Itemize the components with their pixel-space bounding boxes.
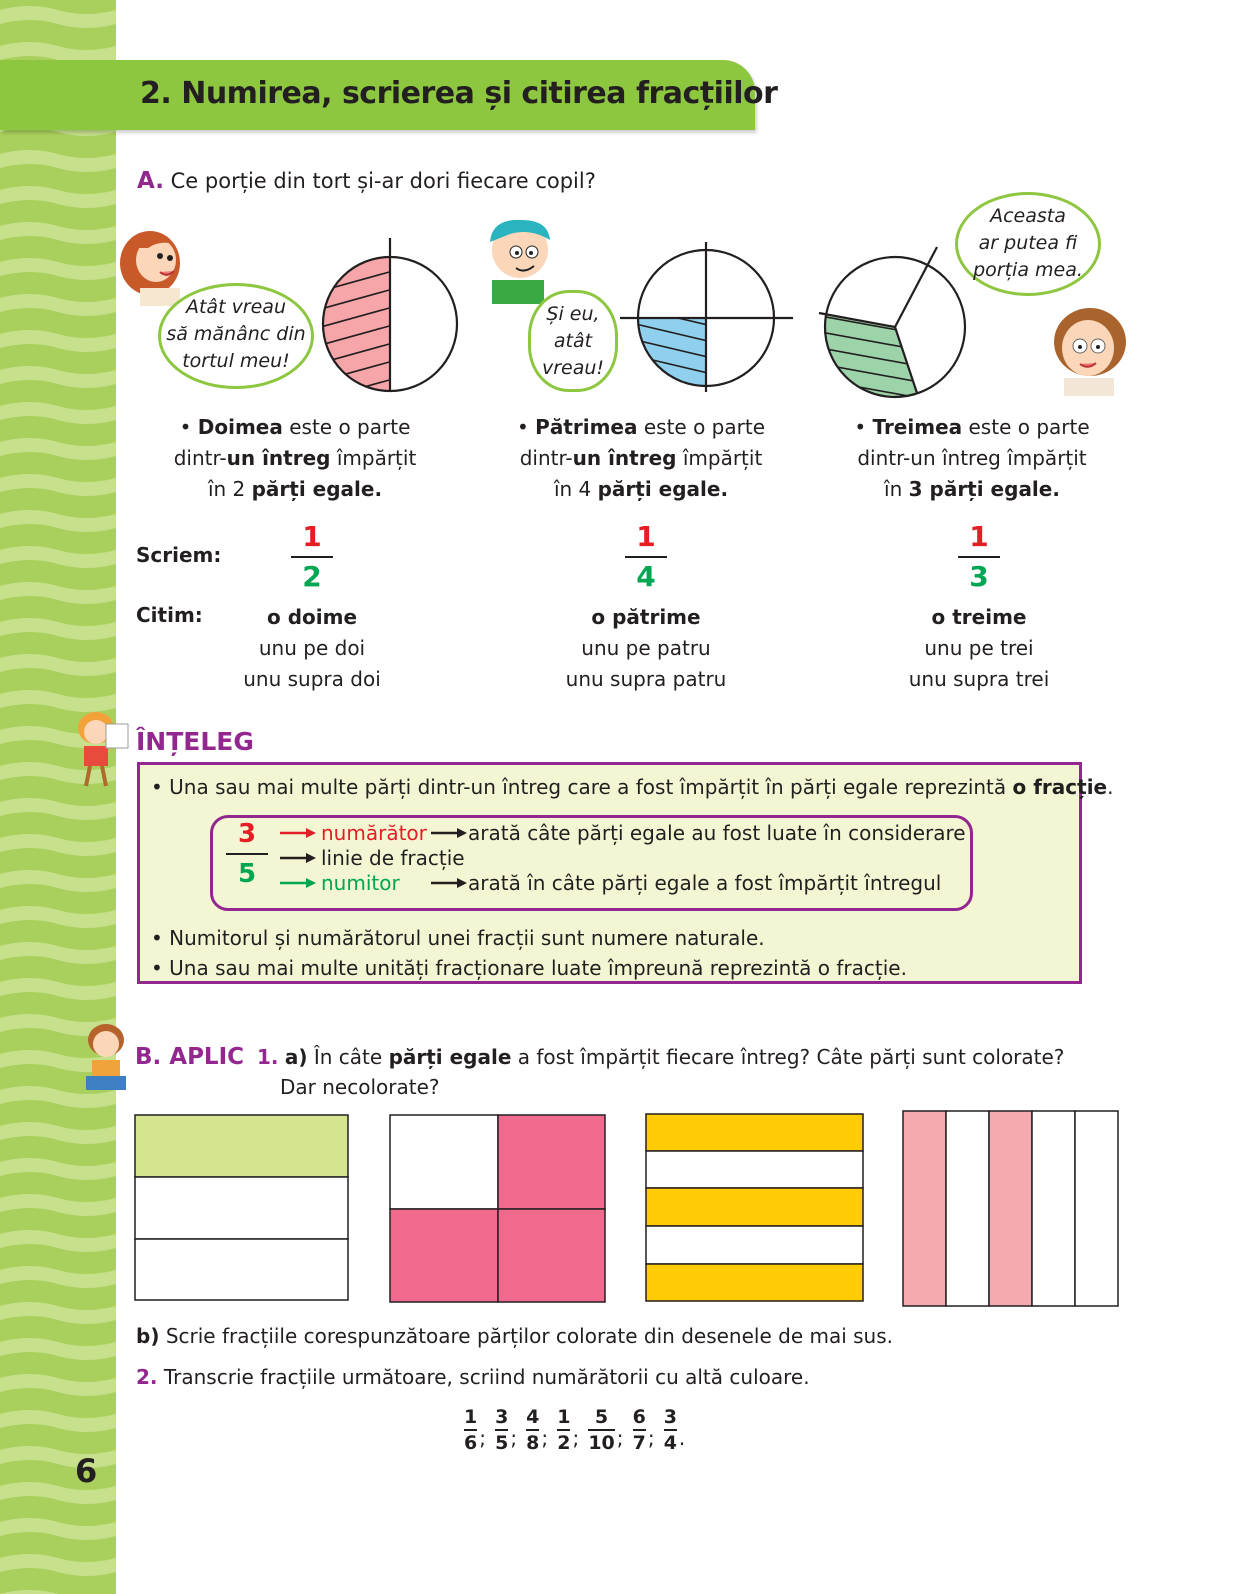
denominator: 6 (464, 1432, 478, 1454)
reading-line: unu supra trei (908, 667, 1050, 691)
example-denominator: 5 (237, 859, 257, 889)
def-text: . (1107, 775, 1114, 799)
reading-third (849, 602, 1109, 695)
separator: ; (479, 1426, 486, 1450)
term: Treimea (872, 415, 963, 439)
red-arrow-icon (280, 826, 316, 840)
reading-line: unu pe doi (258, 636, 366, 660)
separator: ; (616, 1426, 624, 1450)
reading-line: o pătrime (591, 605, 701, 629)
numerator: 6 (632, 1406, 646, 1428)
denominator: 2 (557, 1432, 571, 1454)
exercise-1b (136, 1321, 893, 1352)
denominator-desc: arată în câte părți egale a fost împărțit întregul (468, 871, 942, 895)
reading-line: unu pe trei (924, 636, 1034, 660)
term: Doimea (197, 415, 283, 439)
desc-bold: un întreg (226, 446, 331, 470)
desc-bold: 3 părți egale. (908, 477, 1060, 501)
girl-reading-illustration (62, 708, 134, 788)
desc-text: în 2 (207, 477, 252, 501)
third-circle-diagram (815, 245, 975, 405)
shape-vertical-fifths (902, 1110, 1120, 1308)
numerator: 5 (594, 1406, 609, 1428)
fraction-bar (226, 853, 268, 855)
desc-bold: părți egale. (251, 477, 383, 501)
separator: ; (572, 1426, 580, 1450)
bubble-line: Și eu, (546, 303, 600, 325)
denominator: 5 (495, 1432, 509, 1454)
section-a-letter: A. (137, 168, 164, 194)
separator: ; (647, 1426, 655, 1450)
page-number: 6 (75, 1452, 98, 1490)
question-text: Ce porție din tort și-ar dori fiecare copil? (163, 169, 596, 193)
bubble-line: atât (553, 330, 593, 352)
numerator: 1 (302, 520, 322, 553)
numerator: 4 (526, 1406, 540, 1428)
reading-quarter (516, 602, 776, 695)
write-label: Scriem: (136, 543, 222, 567)
fraction-third (944, 520, 1014, 594)
fraction-half (277, 520, 347, 594)
arrow-icon (431, 876, 467, 890)
numerator-term: numărător (321, 821, 427, 845)
boy-writing-illustration (76, 1020, 136, 1092)
question-bold: părți egale (388, 1045, 512, 1069)
separator: ; (541, 1426, 549, 1450)
denominator: 3 (969, 560, 989, 593)
page-title: 2. Numirea, scrierea și citirea fracțiilor (140, 76, 778, 111)
section-a-question (137, 168, 596, 194)
separator: . (678, 1426, 686, 1450)
def-bold: o fracție (1012, 775, 1108, 799)
arrow-icon (280, 851, 316, 865)
definition-line-1 (151, 775, 1113, 799)
numerator-desc: arată câte părți egale au fost luate în considerare (468, 821, 966, 845)
fractions-list (464, 1406, 689, 1454)
exercise-1-question (257, 1042, 1064, 1073)
exercise-2 (136, 1362, 810, 1393)
inteleg-heading: ÎNȚELEG (136, 727, 254, 756)
bubble-line: vreau! (541, 357, 605, 379)
aplic-heading: B. APLIC (135, 1044, 245, 1070)
girl-speech-bubble (158, 283, 314, 389)
question-text: În câte (307, 1045, 389, 1069)
desc-text: în (884, 477, 909, 501)
half-circle-diagram (310, 236, 470, 396)
description-quarter: • Pătrimea este o parte dintr-un întreg împărțit în 4 părți egale. (517, 415, 765, 501)
numerator: 3 (495, 1406, 509, 1428)
denominator-term: numitor (321, 871, 400, 895)
girl2-illustration (1040, 300, 1135, 396)
desc-text: este o parte (637, 415, 765, 439)
read-label: Citim: (136, 603, 203, 627)
numerator: 3 (663, 1406, 677, 1428)
numerator: 1 (969, 520, 989, 553)
bubble-line: tortul meu! (182, 350, 290, 372)
separator: ; (510, 1426, 518, 1450)
desc-bold: părți egale. (597, 477, 729, 501)
green-arrow-icon (280, 876, 316, 890)
bubble-line: Atât vreau (185, 296, 286, 318)
fraction-item (633, 1406, 646, 1454)
reading-line: unu pe patru (581, 636, 711, 660)
boy-illustration (480, 212, 560, 304)
fraction-item (464, 1406, 477, 1454)
fraction-item (526, 1406, 539, 1454)
reading-half (182, 602, 442, 695)
question-text: Scrie fracțiile corespunzătoare părților colorate din desenele de mai sus. (159, 1324, 894, 1348)
subpoint-label: b) (136, 1324, 160, 1348)
denominator: 4 (636, 560, 656, 593)
fraction-line-term: linie de fracție (321, 846, 465, 870)
subpoint-label: a) (284, 1045, 308, 1069)
description-half: • Doimea este o parte dintr-un întreg împărțit în 2 părți egale. (173, 415, 417, 501)
shape-fifths (645, 1113, 865, 1303)
numerator: 1 (464, 1406, 478, 1428)
desc-text: în 4 (553, 477, 598, 501)
denominator: 10 (588, 1432, 615, 1454)
question-text: Transcrie fracțiile următoare, scriind numărătorii cu altă culoare. (157, 1365, 810, 1389)
numerator: 1 (636, 520, 656, 553)
desc-text: împărțit (330, 446, 417, 470)
fraction-item (664, 1406, 677, 1454)
exercise-number: 2. (136, 1365, 158, 1389)
definition-line-3: • Una sau mai multe unități fracționare luate împreună reprezintă o fracție. (151, 956, 907, 980)
fraction-item (557, 1406, 570, 1454)
fraction-quarter (611, 520, 681, 594)
desc-text: dintr-un întreg împărțit (857, 446, 1087, 470)
fraction-item (495, 1406, 508, 1454)
bubble-line: porția mea. (973, 259, 1083, 281)
term: Pătrimea (535, 415, 638, 439)
reading-line: o doime (266, 605, 358, 629)
desc-bold: un întreg (572, 446, 677, 470)
boy-speech-bubble (528, 290, 618, 392)
desc-text: împărțit (676, 446, 763, 470)
bubble-line: ar putea fi (978, 232, 1078, 254)
question-text: a fost împărțit fiecare întreg? Câte părți sunt colorate? (511, 1045, 1065, 1069)
arrow-icon (431, 826, 467, 840)
desc-text: dintr- (519, 446, 573, 470)
exercise-number: 1. (257, 1045, 279, 1069)
desc-text: este o parte (962, 415, 1090, 439)
def-text: • Una sau mai multe părți dintr-un întreg care a fost împărțit în părți egale reprezintă (151, 775, 1013, 799)
desc-text: dintr- (173, 446, 227, 470)
reading-line: o treime (931, 605, 1027, 629)
definition-line-2: • Numitorul și numărătorul unei fracții sunt numere naturale. (151, 926, 765, 950)
bubble-line: Aceasta (990, 205, 1066, 227)
numerator: 1 (557, 1406, 571, 1428)
shape-quarters (389, 1114, 607, 1304)
reading-line: unu supra patru (565, 667, 727, 691)
exercise-1-question-line2: Dar necolorate? (280, 1075, 440, 1099)
denominator: 2 (302, 560, 322, 593)
bubble-line: să mănânc din (166, 323, 306, 345)
girl2-speech-bubble (955, 192, 1101, 296)
desc-text: este o parte (282, 415, 411, 439)
denominator: 8 (526, 1432, 540, 1454)
quarter-circle-diagram (617, 242, 795, 402)
fraction-item (588, 1406, 614, 1454)
decorative-green-stripes (0, 0, 116, 1594)
example-fraction (228, 818, 266, 890)
description-third: • Treimea este o parte dintr-un întreg împărțit în 3 părți egale. (854, 415, 1090, 501)
denominator: 4 (663, 1432, 677, 1454)
denominator: 7 (632, 1432, 646, 1454)
shape-thirds (134, 1114, 350, 1302)
example-numerator: 3 (237, 819, 257, 849)
reading-line: unu supra doi (243, 667, 381, 691)
